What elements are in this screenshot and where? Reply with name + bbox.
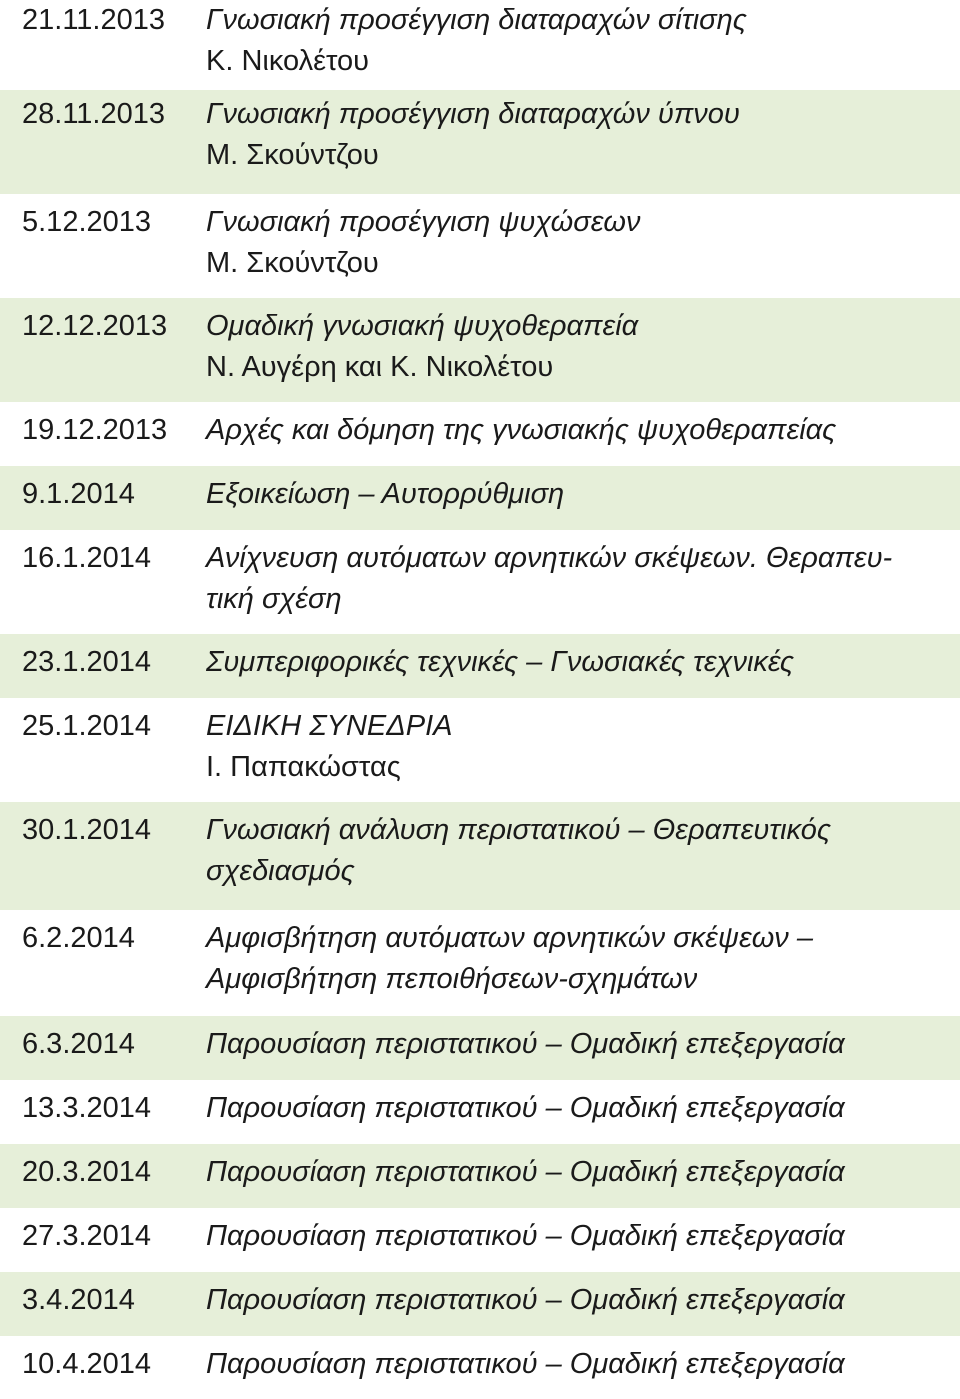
session-row — [0, 466, 960, 530]
session-date: 5.12.2013 — [22, 206, 152, 238]
session-presenter: Ν. Αυγέρη και Κ. Νικολέτου — [206, 351, 554, 383]
session-row — [0, 1016, 960, 1080]
session-date: 12.12.2013 — [22, 310, 168, 342]
session-title: Παρουσίαση περιστατικού – Ομαδική επεξεργασία — [206, 1156, 845, 1188]
session-date: 13.3.2014 — [22, 1092, 152, 1124]
session-title: Γνωσιακή προσέγγιση διαταραχών ύπνου — [206, 98, 740, 130]
session-title: Γνωσιακή προσέγγιση ψυχώσεων — [206, 206, 641, 238]
session-date: 27.3.2014 — [22, 1220, 152, 1252]
session-title: Παρουσίαση περιστατικού – Ομαδική επεξεργασία — [206, 1092, 845, 1124]
session-title: Παρουσίαση περιστατικού – Ομαδική επεξεργασία — [206, 1028, 845, 1060]
session-date: 9.1.2014 — [22, 478, 135, 510]
session-date: 21.11.2013 — [22, 4, 165, 36]
session-title-continued: σχεδιασμός — [206, 855, 355, 887]
session-row — [0, 0, 960, 77]
session-row — [0, 1144, 960, 1208]
session-row — [0, 802, 960, 910]
session-title: Αμφισβήτηση αυτόματων αρνητικών σκέψεων – — [206, 922, 813, 954]
session-row — [0, 402, 960, 466]
session-row — [0, 530, 960, 634]
session-title: ΕΙΔΙΚΗ ΣΥΝΕΔΡΙΑ — [206, 710, 453, 742]
session-title-continued: Αμφισβήτηση πεποιθήσεων-σχημάτων — [206, 963, 698, 995]
session-title: Γνωσιακή ανάλυση περιστατικού – Θεραπευτικός — [206, 814, 831, 846]
session-title: Αρχές και δόμηση της γνωσιακής ψυχοθεραπείας — [206, 414, 837, 446]
session-date: 28.11.2013 — [22, 98, 165, 130]
session-presenter: Μ. Σκούντζου — [206, 247, 379, 279]
session-date: 16.1.2014 — [22, 542, 152, 574]
session-row — [0, 698, 960, 802]
session-row — [0, 1336, 960, 1396]
session-row — [0, 1272, 960, 1336]
session-title-continued: τική σχέση — [206, 583, 342, 615]
session-title: Συμπεριφορικές τεχνικές – Γνωσιακές τεχνικές — [206, 646, 795, 678]
session-presenter: Κ. Νικολέτου — [206, 45, 370, 77]
session-title: Εξοικείωση – Αυτορρύθμιση — [206, 478, 565, 510]
session-title: Ομαδική γνωσιακή ψυχοθεραπεία — [206, 310, 639, 342]
session-presenter: Ι. Παπακώστας — [206, 751, 401, 783]
session-date: 20.3.2014 — [22, 1156, 152, 1188]
session-date: 19.12.2013 — [22, 414, 168, 446]
session-row — [0, 634, 960, 698]
session-date: 6.2.2014 — [22, 922, 135, 954]
session-row — [0, 298, 960, 402]
session-row — [0, 194, 960, 298]
session-date: 6.3.2014 — [22, 1028, 135, 1060]
session-date: 3.4.2014 — [22, 1284, 135, 1316]
session-title: Παρουσίαση περιστατικού – Ομαδική επεξεργασία — [206, 1220, 845, 1252]
session-date: 25.1.2014 — [22, 710, 152, 742]
session-row — [0, 90, 960, 194]
session-date: 10.4.2014 — [22, 1348, 152, 1380]
session-title: Παρουσίαση περιστατικού – Ομαδική επεξεργασία — [206, 1348, 845, 1380]
session-row — [0, 1208, 960, 1272]
session-title: Παρουσίαση περιστατικού – Ομαδική επεξεργασία — [206, 1284, 845, 1316]
session-row — [0, 1080, 960, 1144]
session-date: 23.1.2014 — [22, 646, 152, 678]
session-title: Γνωσιακή προσέγγιση διαταραχών σίτισης — [206, 4, 747, 36]
session-presenter: Μ. Σκούντζου — [206, 139, 379, 171]
session-title: Ανίχνευση αυτόματων αρνητικών σκέψεων. Θεραπευ- — [206, 542, 893, 574]
session-date: 30.1.2014 — [22, 814, 152, 846]
session-row — [0, 910, 960, 1016]
